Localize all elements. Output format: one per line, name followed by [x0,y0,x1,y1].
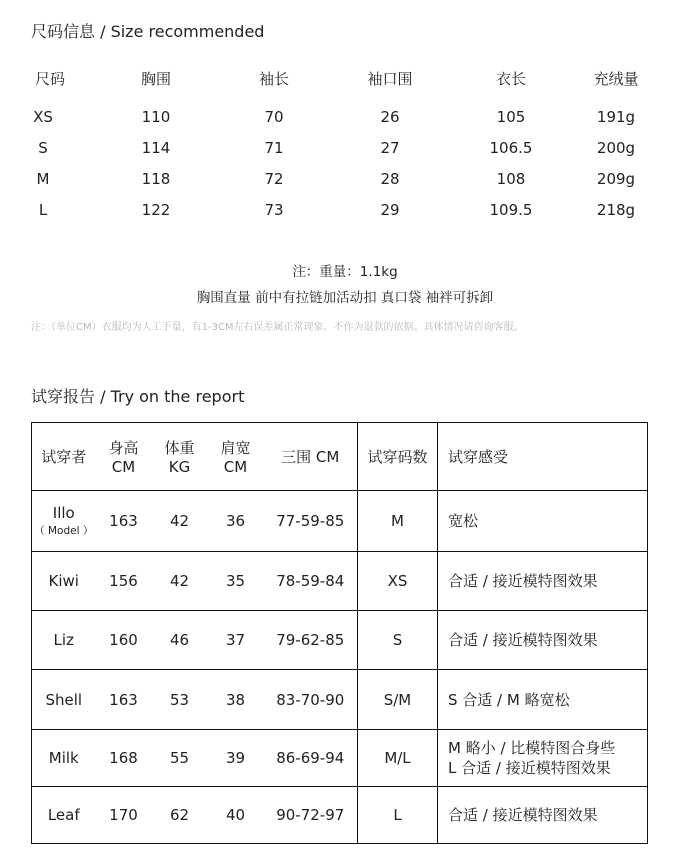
size-cell: 26 [380,108,400,126]
header-feel: 试穿感受 [438,423,648,491]
size-cell: 218g [596,201,636,219]
weight-cell: 55 [152,730,208,787]
weight-cell: 42 [152,491,208,552]
header-tester: 试穿者 [32,423,96,491]
feel-cell: 合适 / 接近模特图效果 [438,787,648,844]
size-header-chest: 胸围 [140,70,171,88]
tester-role: （ Model ） [34,525,94,537]
report-section-title: 试穿报告 / Try on the report [31,387,245,406]
size-cell: S [358,611,438,670]
tester-name: Illo [52,504,75,522]
size-cell: M/L [358,730,438,787]
size-cell: L [38,201,48,219]
note-weight: 注：重量：1.1kg [292,264,398,280]
height-cell: 168 [96,730,152,787]
size-cell: 29 [380,201,400,219]
feel-cell [438,730,648,787]
size-cell: 109.5 [489,201,533,219]
note-features: 胸围直量 前中有拉链加活动扣 真口袋 袖袢可拆卸 [196,290,494,306]
size-cell: 110 [141,108,171,126]
size-cell: 108 [496,170,526,188]
height-cell: 170 [96,787,152,844]
table-row [32,552,648,611]
size-cell: 105 [496,108,526,126]
table-row [32,730,648,787]
size-cell: XS [33,108,53,126]
size-cell: 70 [264,108,284,126]
shoulder-cell: 36 [208,491,264,552]
size-cell: 27 [380,139,400,157]
feel-cell: 合适 / 接近模特图效果 [438,611,648,670]
size-disclaimer: 注：（单位CM）衣服均为人工手量，有1-3CM左右误差属正常现象。不作为退款的依据。具体情况请咨询客服。 [31,322,524,333]
table-row [32,787,648,844]
shoulder-cell: 37 [208,611,264,670]
weight-cell: 62 [152,787,208,844]
height-cell: 163 [96,491,152,552]
size-cell: 72 [264,170,284,188]
size-header-size: 尺码 [34,70,65,88]
size-header-length: 衣长 [495,70,526,88]
size-cell: M [358,491,438,552]
size-cell: 71 [264,139,284,157]
measurements-cell: 78-59-84 [264,552,358,611]
measurements-cell: 86-69-94 [264,730,358,787]
header-size: 试穿码数 [358,423,438,491]
weight-cell: 53 [152,670,208,730]
size-cell: S [38,139,48,157]
header-shoulder: 肩宽 CM [208,423,264,491]
size-section-title: 尺码信息 / Size recommended [31,22,265,41]
table-row [32,491,648,552]
height-cell: 163 [96,670,152,730]
tester-name: Liz [32,611,96,670]
measurements-cell: 79-62-85 [264,611,358,670]
size-cell: 73 [264,201,284,219]
feel-cell: 合适 / 接近模特图效果 [438,552,648,611]
feel-cell: S 合适 / M 略宽松 [438,670,648,730]
shoulder-cell: 40 [208,787,264,844]
shoulder-cell: 38 [208,670,264,730]
size-header-sleeve: 袖长 [258,70,289,88]
table-row [32,670,648,730]
size-cell: 209g [596,170,636,188]
size-cell: S/M [358,670,438,730]
header-height: 身高 CM [96,423,152,491]
size-cell: M [36,170,50,188]
tester-name-cell [32,491,96,552]
size-cell: 28 [380,170,400,188]
weight-cell: 42 [152,552,208,611]
tester-name: Milk [32,730,96,787]
tester-name: Leaf [32,787,96,844]
height-cell: 160 [96,611,152,670]
table-row [32,611,648,670]
size-header-cuff: 袖口围 [367,70,413,88]
feel-line-2: L 合适 / 接近模特图效果 [448,759,611,777]
size-cell: 191g [596,108,636,126]
size-header-fill: 充绒量 [593,70,639,88]
shoulder-cell: 39 [208,730,264,787]
size-cell: L [358,787,438,844]
try-on-report-table [31,422,648,844]
table-header-row [32,423,648,491]
tester-name: Kiwi [32,552,96,611]
shoulder-cell: 35 [208,552,264,611]
measurements-cell: 83-70-90 [264,670,358,730]
size-cell: 114 [141,139,171,157]
tester-name: Shell [32,670,96,730]
header-measurements: 三围 CM [264,423,358,491]
measurements-cell: 90-72-97 [264,787,358,844]
measurements-cell: 77-59-85 [264,491,358,552]
feel-cell: 宽松 [438,491,648,552]
size-cell: XS [358,552,438,611]
height-cell: 156 [96,552,152,611]
size-cell: 122 [141,201,171,219]
weight-cell: 46 [152,611,208,670]
feel-line-1: M 略小 / 比模特图合身些 [448,739,616,757]
size-cell: 118 [141,170,171,188]
size-cell: 200g [596,139,636,157]
size-cell: 106.5 [489,139,533,157]
header-weight: 体重 KG [152,423,208,491]
